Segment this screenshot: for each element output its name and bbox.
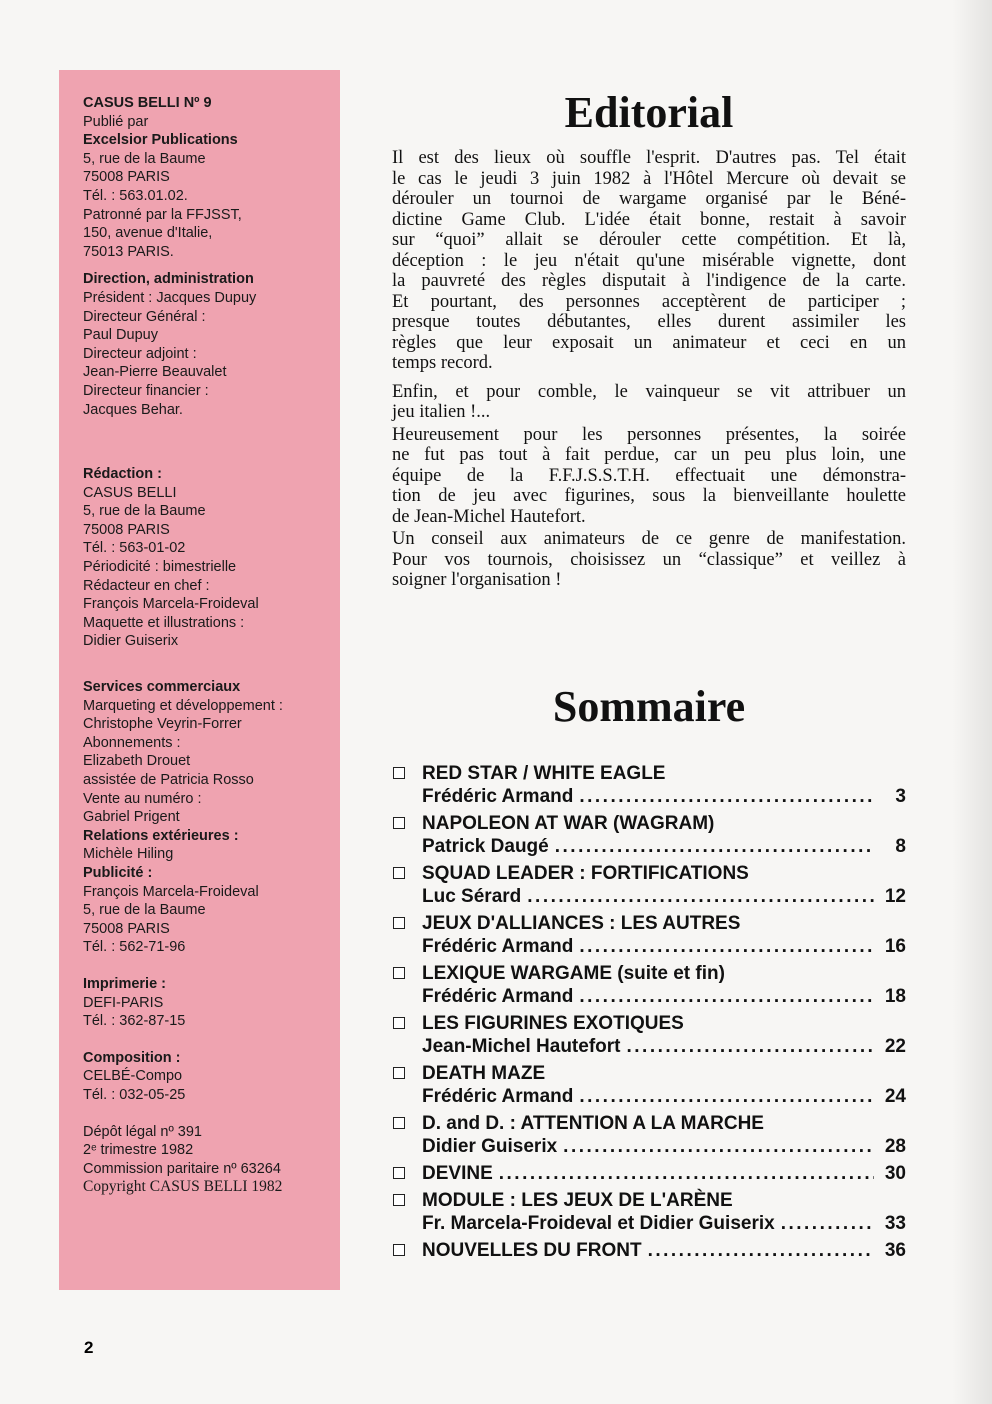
editorial-line: dictine Game Club. L'idée était bonne, restait à savoir (392, 209, 906, 230)
toc-item (392, 1239, 906, 1262)
toc-page-number: 36 (884, 1240, 906, 1261)
toc-item (392, 1062, 906, 1108)
toc-leader-dots (573, 935, 874, 958)
checkbox-icon (393, 1167, 405, 1179)
relations-name: Michèle Hiling (83, 846, 174, 863)
composition-heading: Composition : (83, 1049, 181, 1066)
toc-item (392, 1012, 906, 1058)
toc-leader-dots (521, 885, 874, 908)
editorial-title: Editorial (564, 88, 734, 137)
editorial-line: Il est des lieux où souffle l'esprit. D'autres pas. Tel était (392, 148, 906, 168)
editorial-paragraph-3 (392, 425, 906, 528)
toc-leader-dots (642, 1239, 874, 1262)
toc-article-title: DEVINE (422, 1163, 493, 1184)
editorial-line: de Jean-Michel Hautefort. (392, 506, 586, 527)
toc-item (392, 812, 906, 858)
toc-author: Frédéric Armand (422, 786, 574, 807)
checkbox-icon (393, 1194, 405, 1206)
publicite-heading: Publicité : (83, 864, 153, 881)
editorial-line: sur “quoi” allait se dérouler cette compétition. Et là, (392, 230, 906, 250)
editorial-line: Et pourtant, des personnes acceptèrent de participer ; (392, 291, 906, 312)
toc-author: Jean-Michel Hautefort (422, 1036, 621, 1057)
toc-article-title: JEUX D'ALLIANCES : LES AUTRES (422, 913, 741, 934)
dg-label: Directeur Général : (83, 308, 206, 325)
toc-page-number: 33 (884, 1213, 906, 1234)
masthead-address: 5, rue de la Baume (83, 150, 206, 167)
abonnements-name: Elizabeth Drouet (83, 753, 191, 770)
toc-author: Frédéric Armand (422, 936, 574, 957)
commission-paritaire: Commission paritaire nº 63264 (83, 1160, 281, 1177)
abonnements-assist: assistée de Patricia Rosso (83, 772, 254, 788)
editorial-section (392, 88, 906, 599)
depot-legal: Dépôt légal nº 391 (83, 1123, 202, 1140)
table-of-contents (392, 762, 906, 1262)
toc-leader-dots (493, 1162, 874, 1185)
toc-item (392, 862, 906, 908)
toc-author: Didier Guiserix (422, 1136, 558, 1157)
masthead-patron: Patronné par la FFJSST, (83, 206, 242, 223)
toc-article-title: LES FIGURINES EXOTIQUES (422, 1013, 684, 1034)
checkbox-icon (393, 1017, 405, 1029)
editorial-paragraph-2 (392, 382, 906, 423)
masthead-sidebar (59, 70, 340, 1290)
dg-name: Paul Dupuy (83, 327, 158, 344)
adjoint-label: Directeur adjoint : (83, 345, 197, 362)
toc-entry-row (422, 835, 906, 858)
masthead-city: 75008 PARIS (83, 169, 170, 186)
editorial-line: tion de jeu avec figurines, sous la bienveillante houlette (392, 486, 906, 506)
imprimerie-tel: Tél. : 362-87-15 (83, 1013, 186, 1030)
publicite-tel: Tél. : 562-71-96 (83, 939, 186, 956)
toc-page-number: 22 (884, 1036, 906, 1057)
toc-page-number: 16 (884, 936, 906, 957)
sommaire-section (392, 682, 906, 1266)
maquette-label: Maquette et illustrations : (83, 614, 245, 631)
marketing-label: Marqueting et développement : (83, 697, 283, 714)
masthead-publisher: Excelsior Publications (83, 132, 238, 149)
toc-article-title: RED STAR / WHITE EAGLE (422, 763, 666, 784)
toc-article-title: NOUVELLES DU FRONT (422, 1240, 642, 1261)
masthead-published-by: Publié par (83, 113, 149, 130)
editorial-paragraph-1 (392, 148, 906, 374)
abonnements-label: Abonnements : (83, 734, 181, 751)
toc-page-number: 24 (884, 1086, 906, 1107)
toc-author: Frédéric Armand (422, 1086, 574, 1107)
masthead-patron-address: 150, avenue d'Italie, (83, 225, 213, 242)
toc-author: Patrick Daugé (422, 836, 549, 857)
toc-page-number: 3 (895, 786, 906, 807)
toc-entry-row (422, 985, 906, 1008)
toc-entry-row (422, 1135, 906, 1158)
toc-item (392, 1162, 906, 1185)
editorial-line: temps record. (392, 353, 493, 373)
toc-page-number: 28 (884, 1136, 906, 1157)
editorial-line: dérouler un tournoi de wargame organisé par le Béné- (392, 189, 906, 209)
publicite-address: 5, rue de la Baume (83, 902, 206, 919)
redaction-city: 75008 PARIS (83, 521, 170, 538)
adjoint-name: Jean-Pierre Beauvalet (83, 364, 227, 381)
toc-leader-dots (775, 1212, 874, 1235)
editorial-line: ne fut pas tout à fait perdue, car un peu plus loin, une (392, 445, 906, 465)
checkbox-icon (393, 917, 405, 929)
toc-leader-dots (557, 1135, 874, 1158)
toc-page-number: 12 (884, 886, 906, 907)
composition-name: CELBÉ-Compo (83, 1068, 183, 1085)
redaction-tel: Tél. : 563-01-02 (83, 540, 186, 557)
editorial-line: déception : le jeu n'était qu'une misérable vignette, dont (392, 250, 906, 271)
toc-entry-row (422, 1239, 906, 1262)
toc-entry-row (422, 1162, 906, 1185)
toc-leader-dots (549, 835, 874, 858)
chef-label: Rédacteur en chef : (83, 577, 210, 594)
toc-leader-dots (573, 785, 874, 808)
toc-page-number: 30 (884, 1163, 906, 1184)
toc-item (392, 962, 906, 1008)
toc-page-number: 18 (884, 986, 906, 1007)
checkbox-icon (393, 967, 405, 979)
toc-item (392, 1112, 906, 1158)
toc-article-title: SQUAD LEADER : FORTIFICATIONS (422, 863, 749, 884)
editorial-line: soigner l'organisation ! (392, 570, 562, 590)
editorial-line: le cas le jeudi 3 juin 1982 à l'Hôtel Mercure où devait se (392, 168, 906, 189)
checkbox-icon (393, 767, 405, 779)
editorial-line: presque toutes débutantes, elles durent assimiler les (392, 312, 906, 332)
checkbox-icon (393, 817, 405, 829)
toc-item (392, 762, 906, 808)
editorial-line: la pauvreté des règles disputait à l'indigence de la carte. (392, 271, 906, 291)
sommaire-title: Sommaire (552, 682, 746, 731)
publicite-city: 75008 PARIS (83, 920, 170, 937)
toc-entry-row (422, 885, 906, 908)
editorial-line: jeu italien !... (392, 402, 491, 422)
masthead-tel: Tél. : 563.01.02. (83, 187, 188, 204)
checkbox-icon (393, 1067, 405, 1079)
president: Président : Jacques Dupuy (83, 289, 257, 306)
imprimerie-name: DEFI-PARIS (83, 994, 164, 1011)
periodicite: Périodicité : bimestrielle (83, 559, 237, 576)
masthead-patron-city: 75013 PARIS. (83, 243, 174, 260)
vente-label: Vente au numéro : (83, 790, 202, 807)
toc-entry-row (422, 1085, 906, 1108)
direction-heading: Direction, administration (83, 271, 254, 288)
toc-article-title: NAPOLEON AT WAR (WAGRAM) (422, 813, 715, 834)
toc-article-title: LEXIQUE WARGAME (suite et fin) (422, 963, 725, 984)
trimestre: 2ᵉ trimestre 1982 (83, 1142, 194, 1159)
redaction-heading: Rédaction : (83, 466, 162, 483)
relations-heading: Relations extérieures : (83, 827, 239, 844)
vente-name: Gabriel Prigent (83, 809, 180, 826)
redaction-address: 5, rue de la Baume (83, 503, 206, 520)
toc-item (392, 912, 906, 958)
toc-leader-dots (573, 1085, 874, 1108)
composition-tel: Tél. : 032-05-25 (83, 1086, 186, 1103)
toc-author: Frédéric Armand (422, 986, 574, 1007)
redaction-name: CASUS BELLI (83, 484, 177, 501)
editorial-line: équipe de la F.F.J.S.S.T.H. effectuait une démonstra- (392, 465, 906, 486)
editorial-line: Enfin, et pour comble, le vainqueur se vit attribuer un (392, 381, 906, 402)
toc-author: Fr. Marcela-Froideval et Didier Guiserix (422, 1213, 775, 1234)
maquette-name: Didier Guiserix (83, 633, 179, 650)
toc-entry-row (422, 785, 906, 808)
page-edge-shadow (952, 0, 992, 1404)
toc-page-number: 8 (895, 836, 906, 857)
toc-entry-row (422, 935, 906, 958)
copyright: Copyright CASUS BELLI 1982 (83, 1178, 283, 1196)
checkbox-icon (393, 1117, 405, 1129)
imprimerie-heading: Imprimerie : (83, 975, 166, 992)
toc-article-title: MODULE : LES JEUX DE L'ARÈNE (422, 1190, 733, 1211)
editorial-line: Pour vos tournois, choisissez un “classique” et veillez à (392, 549, 906, 570)
toc-article-title: DEATH MAZE (422, 1063, 546, 1084)
chef-name: François Marcela-Froideval (83, 596, 259, 613)
editorial-line: Un conseil aux animateurs de ce genre de manifestation. (392, 529, 906, 549)
editorial-paragraph-4 (392, 529, 906, 591)
checkbox-icon (393, 867, 405, 879)
editorial-line: Heureusement pour les personnes présentes, la soirée (392, 424, 906, 445)
marketing-name: Christophe Veyrin-Forrer (83, 716, 242, 733)
toc-leader-dots (573, 985, 874, 1008)
toc-entry-row (422, 1212, 906, 1235)
toc-leader-dots (620, 1035, 874, 1058)
toc-author: Luc Sérard (422, 886, 522, 907)
masthead-issue: CASUS BELLI Nº 9 (83, 95, 212, 111)
checkbox-icon (393, 1244, 405, 1256)
toc-article-title: D. and D. : ATTENTION A LA MARCHE (422, 1113, 764, 1134)
financier-name: Jacques Behar. (83, 401, 183, 418)
financier-label: Directeur financier : (83, 382, 209, 399)
services-heading: Services commerciaux (83, 679, 241, 696)
toc-entry-row (422, 1035, 906, 1058)
page-number: 2 (84, 1338, 94, 1357)
toc-item (392, 1189, 906, 1235)
editorial-line: règles que leur exposait un animateur et ceci en un (392, 332, 906, 353)
publicite-name: François Marcela-Froideval (83, 883, 259, 900)
